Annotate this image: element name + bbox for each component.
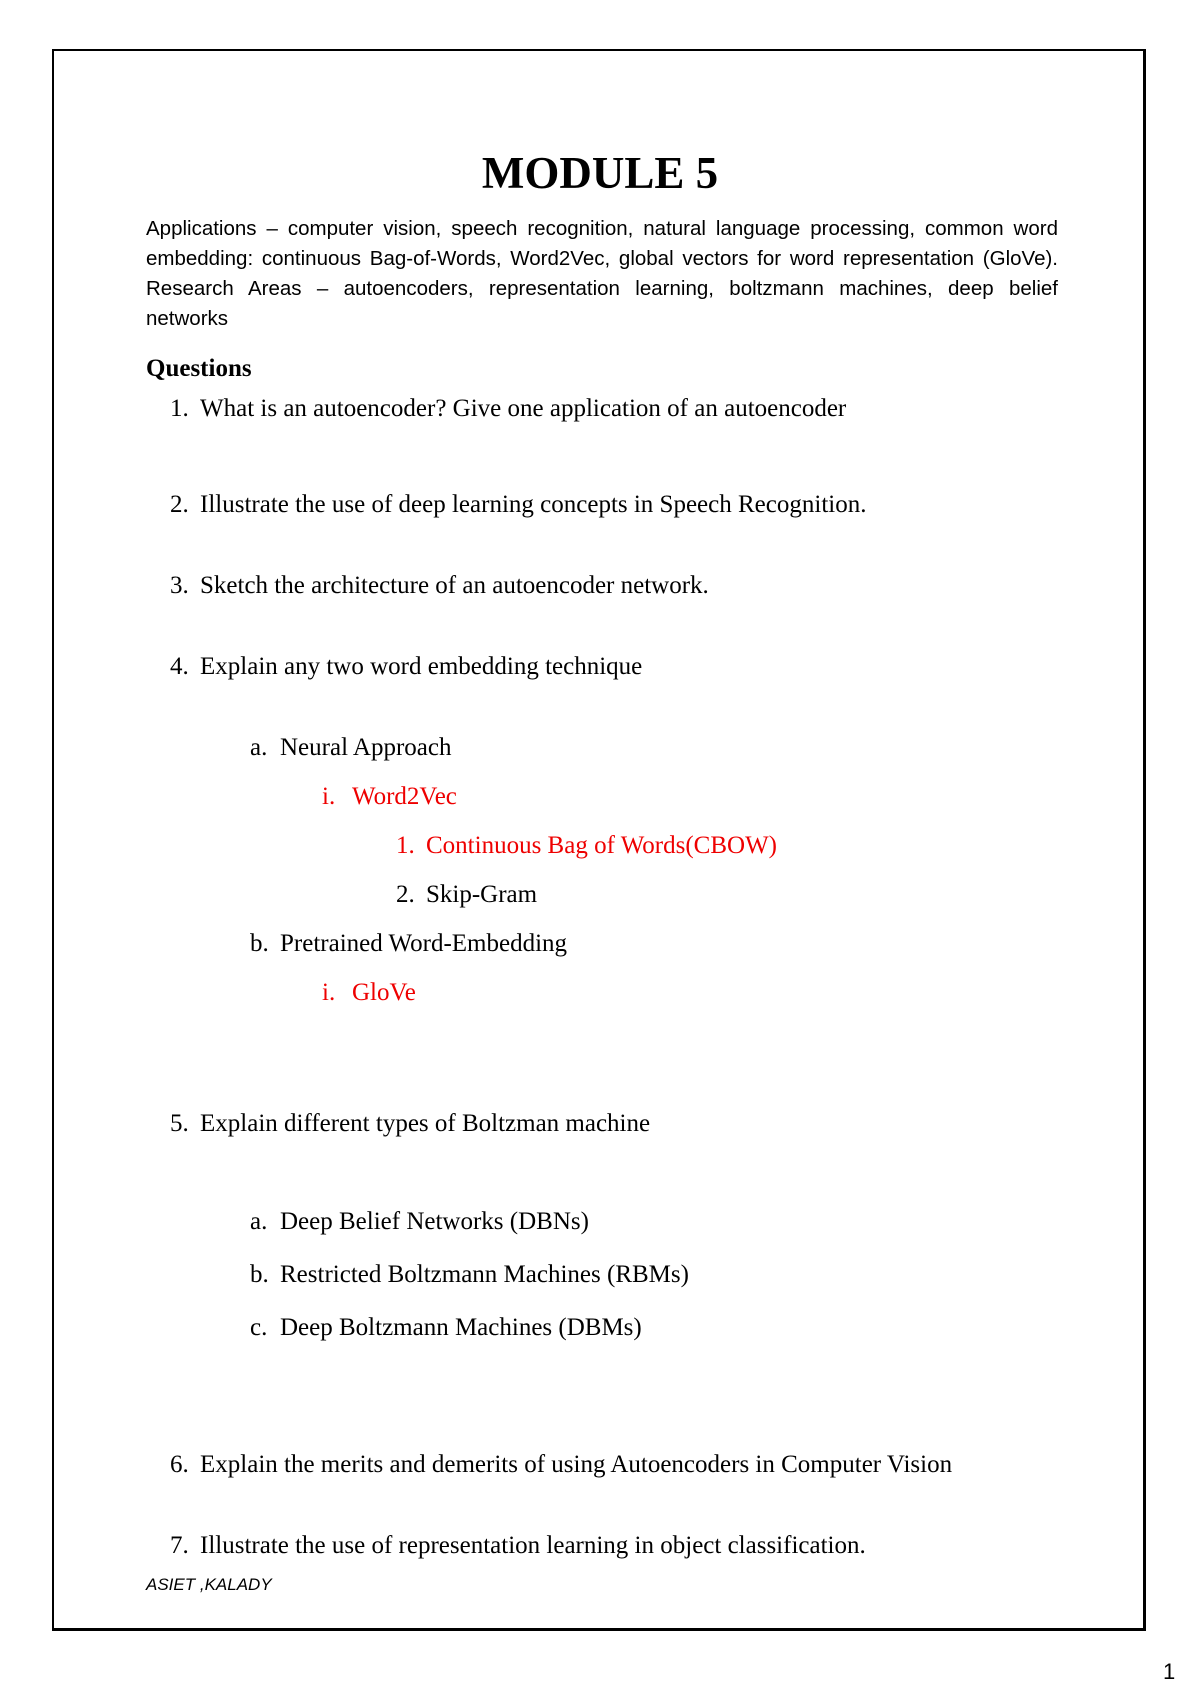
questions-heading: Questions	[146, 355, 252, 382]
question-text: Explain the merits and demerits of using Autoencoders in Computer Vision	[200, 1451, 953, 1478]
subitem-text: Restricted Boltzmann Machines (RBMs)	[280, 1261, 689, 1288]
subitem-text: Deep Boltzmann Machines (DBMs)	[280, 1314, 642, 1341]
subitem-marker: a.	[250, 1208, 268, 1235]
question-text: Explain different types of Boltzman machine	[200, 1110, 651, 1137]
subitem-marker: b.	[250, 1261, 269, 1288]
module-syllabus	[146, 214, 1058, 334]
question-text: What is an autoencoder? Give one application of an autoencoder	[200, 395, 847, 422]
subitem-marker: i.	[322, 783, 336, 810]
subitem-marker: 2.	[396, 881, 415, 908]
subitem-text: Pretrained Word-Embedding	[280, 930, 568, 957]
question-number: 6.	[170, 1451, 189, 1478]
question-text: Sketch the architecture of an autoencoder network.	[200, 572, 709, 599]
subitem-text: Skip-Gram	[426, 881, 538, 908]
question-text: Explain any two word embedding technique	[200, 653, 643, 680]
subitem-text: Deep Belief Networks (DBNs)	[280, 1208, 589, 1235]
subitem-marker: b.	[250, 930, 269, 957]
subitem-text: Neural Approach	[280, 734, 452, 761]
question-number: 2.	[170, 491, 189, 518]
question-number: 7.	[170, 1532, 189, 1559]
question-text: Illustrate the use of representation learning in object classification.	[200, 1532, 866, 1559]
page-number: 1	[1163, 1659, 1176, 1684]
module-title: MODULE 5	[481, 148, 719, 198]
subitem-marker: i.	[322, 979, 336, 1006]
question-text: Illustrate the use of deep learning concepts in Speech Recognition.	[200, 491, 867, 518]
subitem-marker: 1.	[396, 832, 415, 859]
question-number: 4.	[170, 653, 189, 680]
syllabus-text: Applications – computer vision, speech recognition, natural language processing, common word embedding: continuous Bag-of-Words, Word2Vec, global vectors for word representation (GloVe). Research Areas – autoencoders, representation learning, boltzmann machines, deep belief networks	[146, 217, 1058, 330]
subitem-text: Continuous Bag of Words(CBOW)	[426, 832, 777, 859]
question-number: 5.	[170, 1110, 189, 1137]
question-number: 1.	[170, 395, 189, 422]
question-number: 3.	[170, 572, 189, 599]
subitem-text: GloVe	[352, 979, 416, 1006]
subitem-marker: a.	[250, 734, 268, 761]
subitem-text: Word2Vec	[352, 783, 457, 810]
footer-institution: ASIET ,KALADY	[146, 1575, 272, 1594]
subitem-marker: c.	[250, 1314, 268, 1341]
